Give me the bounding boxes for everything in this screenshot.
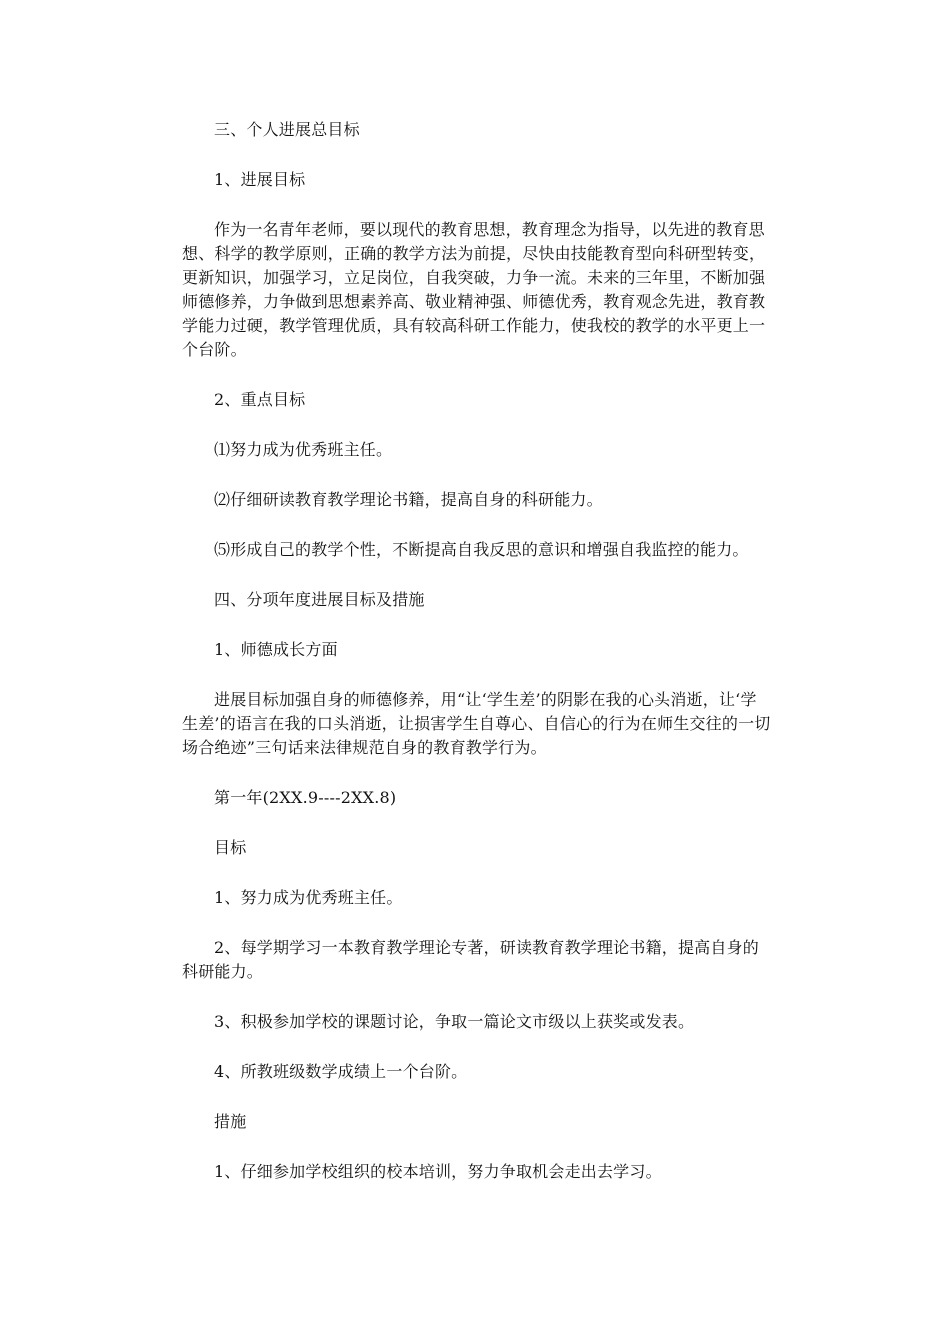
subsection-heading: 措施 [214,1112,247,1131]
body-paragraph: 作为一名青年老师，要以现代的教育思想，教育理念为指导，以先进的教育思想、科学的教学原则，正确的教学方法为前提，尽快由技能教育型向科研型转变，更新知识，加强学习，立足岗位，自我突破，力争一流。未来的三年里，不断加强师德修养，力争做到思想素养高、敬业精神强、师德优秀，教育观念先进，教育教学能力过硬，教学管理优质，具有较高科研工作能力，使我校的教学的水平更上一个台阶。 [182,220,766,359]
list-item: 1、仔细参加学校组织的校本培训，努力争取机会走出去学习。 [214,1162,662,1181]
document-body [182,118,772,1184]
list-item: ⑴努力成为优秀班主任。 [214,440,393,459]
list-item: ⑵仔细研读教育教学理论书籍，提高自身的科研能力。 [214,490,603,509]
list-item: ⑸形成自己的教学个性，不断提高自我反思的意识和增强自我监控的能力。 [214,540,749,559]
subsection-heading: 1、师德成长方面 [214,640,338,659]
list-item: 3、积极参加学校的课题讨论，争取一篇论文市级以上获奖或发表。 [214,1012,695,1031]
subsection-heading: 2、重点目标 [214,390,306,409]
subsection-heading: 1、进展目标 [214,170,306,189]
body-paragraph: 进展目标加强自身的师德修养，用“让‘学生差’的阴影在我的心头消逝，让‘学生差’的语言在我的口头消逝，让损害学生自尊心、自信心的行为在师生交往的一切场合绝迹”三句话来法律规范自身的教育教学行为。 [182,690,771,757]
year-heading: 第一年(2XX.9----2XX.8) [214,788,397,807]
list-item: 4、所教班级数学成绩上一个台阶。 [214,1062,468,1081]
section-heading: 三、个人进展总目标 [214,120,360,139]
list-item: 2、每学期学习一本教育教学理论专著，研读教育教学理论书籍，提高自身的科研能力。 [182,938,759,981]
subsection-heading: 目标 [214,838,247,857]
list-item: 1、努力成为优秀班主任。 [214,888,403,907]
section-heading: 四、分项年度进展目标及措施 [214,590,425,609]
